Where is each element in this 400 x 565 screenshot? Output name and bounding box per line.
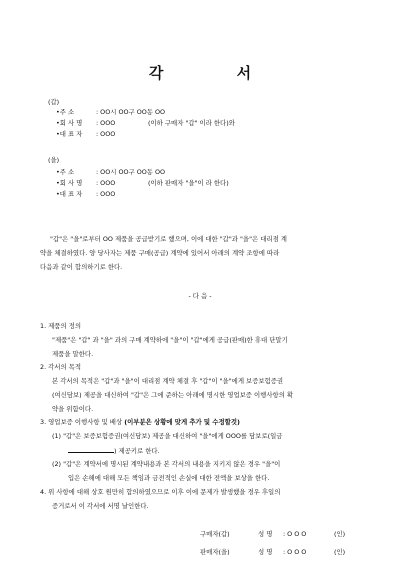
section-2-line: 본 각서의 목적은 "갑"과 "을"이 대리점 계약 체결 후 "갑"이 "을"에게 보증보험증권	[52, 377, 284, 385]
intro-line: "갑"은 "을"로부터 OO 제품을 공급받기로 했으며, 이에 대한 "갑"과 "을"은 대리점 계	[50, 235, 287, 243]
party-b-company-note: (이하 판매자 "을"이 라 한다)	[148, 179, 229, 187]
amount-blank	[68, 446, 114, 453]
section-1-title: 1. 제품의 정의	[40, 322, 82, 330]
party-b-company: : OOO	[96, 179, 116, 187]
section-divider: - 다 음 -	[188, 292, 212, 300]
section-3-note: (이부분은 상황에 맞게 추가 및 수정할것)	[124, 418, 240, 426]
section-3-item-2: (2) "갑"은 계약서에 명시된 계약내용과 본 각서의 내용을 지키지 않은 경우 "을"이	[52, 460, 281, 468]
section-2-title: 2. 각서의 목적	[40, 363, 82, 371]
party-a-company: : OOO	[96, 119, 116, 127]
section-3-title	[40, 418, 240, 427]
section-3-item-2-cont: 입은 손해에 대해 모든 책임과 금전적인 손실에 대한 전액을 보상을 한다.	[68, 474, 270, 482]
section-4-line: 증거로서 이 각서에 서명 날인한다.	[52, 502, 149, 510]
signature-role: 구매자(갑)	[200, 530, 230, 538]
party-b-address-label: •주 소	[56, 168, 75, 176]
section-3-item-1-cont	[68, 446, 160, 456]
party-b-rep-label: •대 표 자	[56, 190, 83, 198]
section-3-item-1-end: ) 제공키로 한다.	[114, 447, 160, 455]
party-b-address: : OO시 OO구 OO동 OO	[96, 168, 166, 176]
party-a-rep-label: •대 표 자	[56, 130, 83, 138]
party-b-label: (을)	[48, 156, 60, 164]
section-2-line: (여신담보) 제공을 대신하여 "갑"은 그에 준하는 아래에 명시한 영업보증 이행사항의 확	[52, 391, 294, 399]
section-1-line: "제품"은 "갑" 과 "을" 과의 구매 계약하에 "을"이 "갑"에게 공급(판매)한 휴대 단말기	[52, 336, 288, 344]
section-4-line: 4. 위 사항에 대해 상호 원만히 합의하였으므로 이후 이에 문제가 발생했을 경우 후일의	[40, 488, 281, 496]
signature-name: : O O O	[283, 530, 307, 538]
party-a-company-label: •회 사 명	[56, 119, 83, 127]
signature-name-label: 성 명	[258, 530, 273, 538]
signature-seal: (인)	[334, 530, 346, 538]
party-a-company-note: (이하 구매자 "갑" 이라 한다)와	[148, 119, 235, 127]
intro-line: 다음과 같이 합의하기로 한다.	[40, 263, 123, 271]
party-a-address-label: •주 소	[56, 108, 75, 116]
party-a-rep: : OOO	[96, 130, 116, 138]
section-2-line: 약을 위함이다.	[52, 405, 94, 413]
party-b-rep: : OOO	[96, 190, 116, 198]
party-a-label: (갑)	[48, 98, 60, 106]
signature-name-label: 성 명	[258, 548, 273, 556]
signature-role: 판매자(을)	[200, 548, 230, 556]
intro-line: 약을 체결하였다. 양 당사자는 제품 구매(공급) 계약에 있어서 아래의 계약 조항에 따라	[40, 249, 280, 257]
signature-seal: (인)	[334, 548, 346, 556]
party-a-address: : OO시 OO구 OO동 OO	[96, 108, 166, 116]
section-3-title-text: 3. 영업보증 이행사항 및 배상	[40, 418, 123, 426]
section-1-line: 제품을 말한다.	[52, 350, 94, 358]
document-title: 각 서	[148, 64, 286, 82]
signature-name: : O O O	[283, 548, 307, 556]
party-b-company-label: •회 사 명	[56, 179, 83, 187]
section-3-item-1: (1) "갑"은 보증보험증권(여신담보) 제공을 대신하여 "을"에게 OOO를 담보로(일금	[52, 432, 283, 440]
